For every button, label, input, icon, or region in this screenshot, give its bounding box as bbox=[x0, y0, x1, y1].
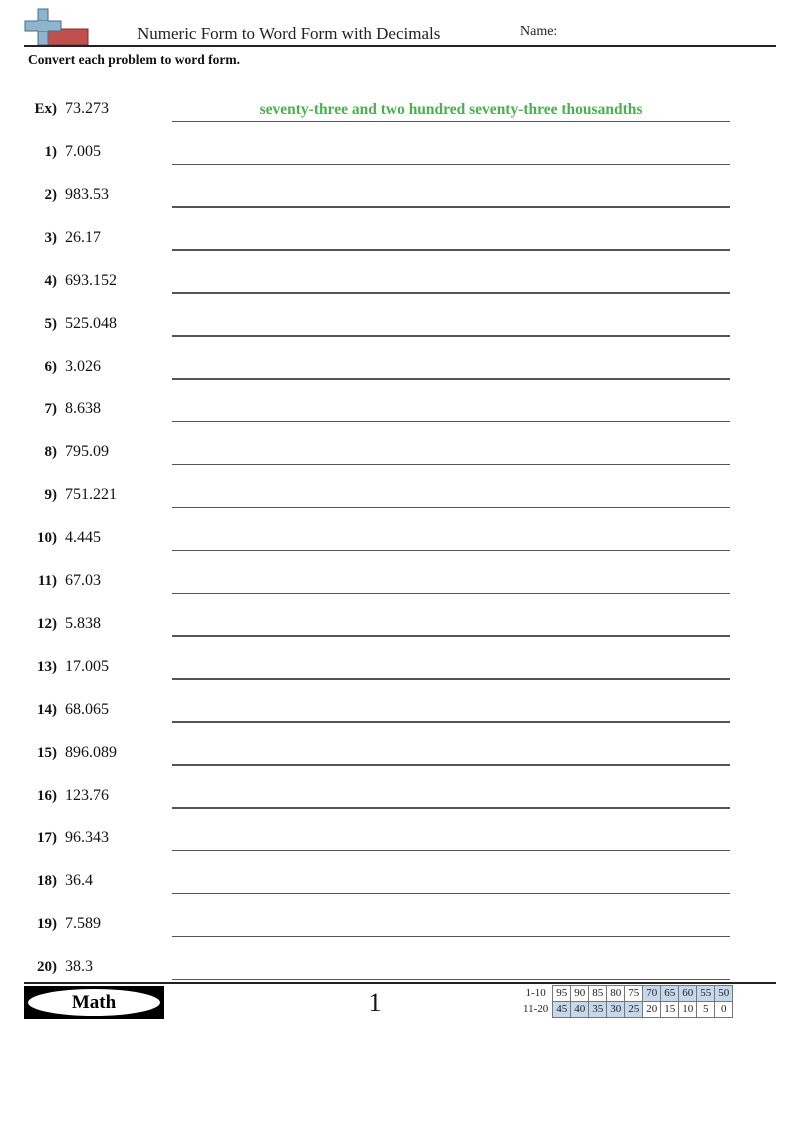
answer-line[interactable] bbox=[172, 164, 730, 166]
problem-number: 18) bbox=[37, 873, 57, 890]
answer-line[interactable] bbox=[172, 764, 730, 766]
problem-row bbox=[0, 650, 800, 680]
problem-value: 3.026 bbox=[65, 357, 101, 375]
problem-row bbox=[0, 350, 800, 380]
example-value: 73.273 bbox=[65, 100, 109, 117]
problem-row bbox=[0, 907, 800, 937]
problem-number: 12) bbox=[37, 615, 57, 632]
name-label: Name: bbox=[520, 24, 558, 39]
example-answer: seventy-three and two hundred seventy-three thousandths bbox=[259, 101, 643, 118]
problem-number: 15) bbox=[37, 744, 57, 761]
score-cell: 0 bbox=[715, 1002, 733, 1018]
problem-row bbox=[0, 950, 800, 980]
problem-row bbox=[0, 607, 800, 637]
score-cell: 80 bbox=[607, 986, 625, 1002]
problem-number: 13) bbox=[37, 658, 57, 675]
problem-row bbox=[0, 521, 800, 551]
answer-line[interactable] bbox=[172, 378, 730, 380]
answer-line[interactable] bbox=[172, 807, 730, 809]
problem-value: 38.3 bbox=[65, 958, 93, 976]
score-cell: 5 bbox=[697, 1002, 715, 1018]
score-cell: 85 bbox=[589, 986, 607, 1002]
page-number: 1 bbox=[368, 988, 382, 1017]
score-cell: 70 bbox=[643, 986, 661, 1002]
score-cell: 75 bbox=[625, 986, 643, 1002]
problem-row bbox=[0, 392, 800, 422]
score-cell: 60 bbox=[679, 986, 697, 1002]
score-row-label: 1-10 bbox=[525, 987, 546, 999]
problem-value: 693.152 bbox=[65, 271, 117, 289]
problem-row bbox=[0, 221, 800, 251]
answer-line[interactable] bbox=[172, 507, 730, 509]
instructions: Convert each problem to word form. bbox=[28, 52, 240, 67]
problem-row bbox=[0, 478, 800, 508]
answer-line[interactable] bbox=[172, 850, 730, 852]
problem-row bbox=[0, 564, 800, 594]
problem-value: 67.03 bbox=[65, 572, 101, 589]
problem-number: 7) bbox=[44, 401, 57, 418]
plus-minus-logo-icon bbox=[24, 7, 90, 47]
score-cell: 30 bbox=[607, 1002, 625, 1018]
problem-number: 16) bbox=[37, 787, 57, 804]
problem-row bbox=[0, 693, 800, 723]
problem-row bbox=[0, 736, 800, 766]
answer-line[interactable] bbox=[172, 335, 730, 337]
problem-value: 123.76 bbox=[65, 786, 109, 804]
score-cell: 10 bbox=[679, 1002, 697, 1018]
score-cell: 50 bbox=[715, 986, 733, 1002]
problem-value: 36.4 bbox=[65, 872, 93, 890]
subject-badge-label: Math bbox=[28, 989, 160, 1016]
problem-row bbox=[0, 779, 800, 809]
problem-value: 4.445 bbox=[65, 529, 101, 547]
footer-divider bbox=[24, 982, 776, 984]
problem-number: 2) bbox=[44, 186, 57, 203]
problem-value: 7.005 bbox=[65, 143, 101, 160]
problem-value: 5.838 bbox=[65, 614, 101, 632]
score-row bbox=[520, 986, 733, 1002]
answer-line[interactable] bbox=[172, 936, 730, 938]
header-divider bbox=[24, 45, 776, 47]
problem-number: 9) bbox=[44, 487, 57, 504]
score-cell: 15 bbox=[661, 1002, 679, 1018]
answer-line[interactable] bbox=[172, 550, 730, 552]
example-label: Ex) bbox=[34, 101, 57, 117]
problem-number: 19) bbox=[37, 916, 57, 933]
problem-row bbox=[0, 178, 800, 208]
problem-value: 7.589 bbox=[65, 915, 101, 933]
problem-number: 14) bbox=[37, 701, 57, 718]
answer-line[interactable] bbox=[172, 893, 730, 895]
answer-line[interactable] bbox=[172, 249, 730, 251]
page-title: Numeric Form to Word Form with Decimals bbox=[137, 24, 441, 43]
score-key-table bbox=[520, 985, 733, 1018]
problem-row bbox=[0, 264, 800, 294]
answer-line[interactable] bbox=[172, 206, 730, 208]
score-cell: 40 bbox=[571, 1002, 589, 1018]
problem-row bbox=[0, 307, 800, 337]
answer-line[interactable] bbox=[172, 593, 730, 595]
problem-row bbox=[0, 435, 800, 465]
score-cell: 20 bbox=[643, 1002, 661, 1018]
problem-value: 983.53 bbox=[65, 185, 109, 203]
problem-number: 11) bbox=[37, 573, 57, 589]
score-cell: 65 bbox=[661, 986, 679, 1002]
problem-number: 17) bbox=[37, 830, 57, 847]
problem-number: 4) bbox=[44, 272, 57, 289]
problem-number: 20) bbox=[37, 959, 57, 976]
answer-line[interactable] bbox=[172, 464, 730, 466]
subject-badge bbox=[24, 986, 164, 1019]
answer-line[interactable] bbox=[172, 292, 730, 294]
problem-number: 3) bbox=[44, 229, 57, 246]
score-cell: 95 bbox=[553, 986, 571, 1002]
problem-value: 525.048 bbox=[65, 314, 117, 332]
problem-value: 68.065 bbox=[65, 700, 109, 718]
example-answer-line bbox=[172, 121, 730, 123]
problem-value: 26.17 bbox=[65, 228, 101, 246]
problem-number: 10) bbox=[37, 530, 57, 547]
problem-row bbox=[0, 864, 800, 894]
problem-row bbox=[0, 135, 800, 165]
problem-row bbox=[0, 821, 800, 851]
score-cell: 45 bbox=[553, 1002, 571, 1018]
score-cell: 35 bbox=[589, 1002, 607, 1018]
problem-value: 8.638 bbox=[65, 400, 101, 418]
problem-value: 96.343 bbox=[65, 829, 109, 847]
problem-value: 896.089 bbox=[65, 743, 117, 761]
problem-number: 8) bbox=[44, 444, 57, 461]
score-row-label: 11-20 bbox=[523, 1003, 549, 1015]
score-cell: 55 bbox=[697, 986, 715, 1002]
problem-number: 1) bbox=[44, 144, 57, 160]
answer-line[interactable] bbox=[172, 721, 730, 723]
problem-number: 6) bbox=[44, 358, 57, 375]
answer-line[interactable] bbox=[172, 421, 730, 423]
answer-line[interactable] bbox=[172, 979, 730, 981]
answer-line[interactable] bbox=[172, 678, 730, 680]
score-row bbox=[520, 1002, 733, 1018]
problem-value: 751.221 bbox=[65, 486, 117, 504]
problem-number: 5) bbox=[44, 315, 57, 332]
problem-value: 795.09 bbox=[65, 443, 109, 461]
problem-value: 17.005 bbox=[65, 657, 109, 675]
example-row bbox=[0, 92, 800, 122]
score-cell: 25 bbox=[625, 1002, 643, 1018]
answer-line[interactable] bbox=[172, 635, 730, 637]
score-cell: 90 bbox=[571, 986, 589, 1002]
